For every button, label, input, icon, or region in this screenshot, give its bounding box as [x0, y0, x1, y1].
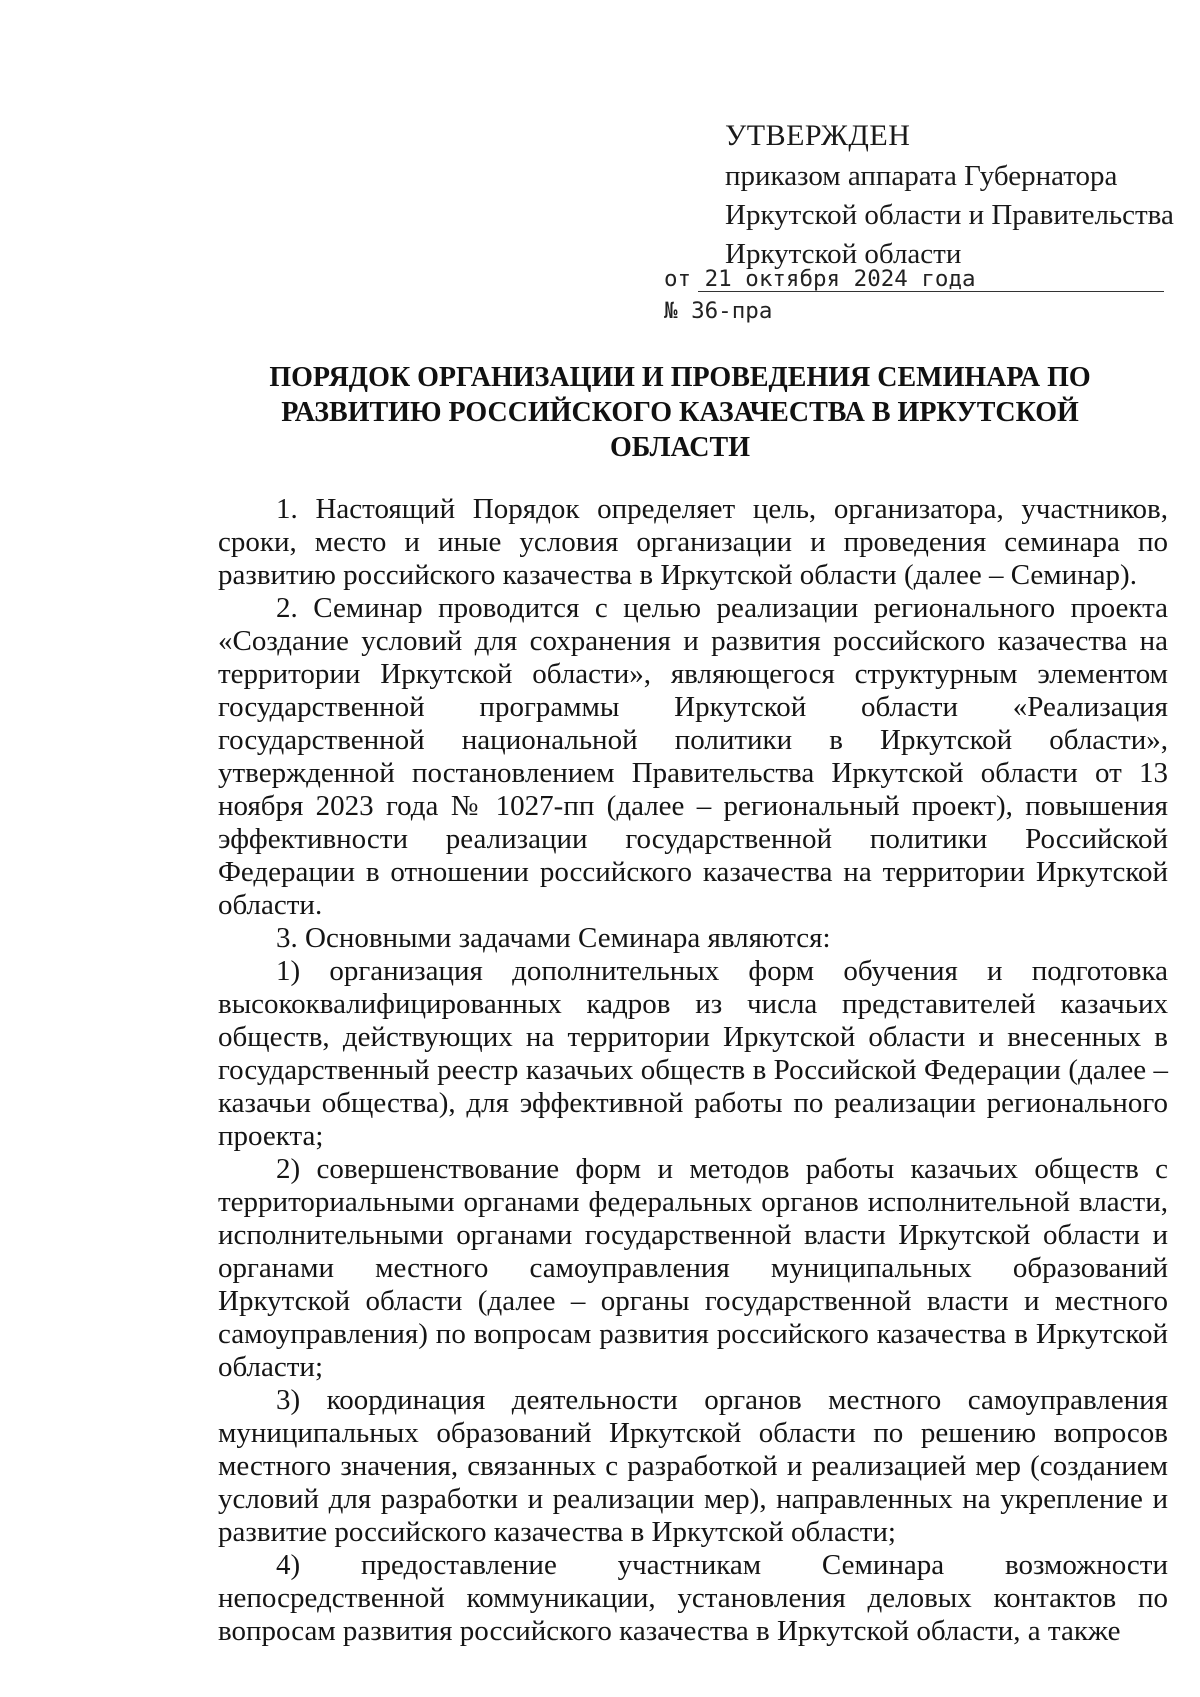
paragraph-2: 2. Семинар проводится с целью реализации регионального проекта «Создание условий для сохранения и развития российского казачества на территории Иркутской области», являющегося структурным элементом государственной программы Иркутской области «Реализация государственной национальной политики в Иркутской области», утвержденной постановлением Правительства Иркутской области от 13 ноября 2023 года № 1027-пп (далее – региональный проект), повышения эффективности реализации государственной политики Российской Федерации в отношении российского казачества на территории Иркутской области.	[218, 592, 1168, 921]
order-number-line	[664, 296, 772, 326]
paragraph-3-item-3: 3) координация деятельности органов местного самоуправления муниципальных образований Иркутской области по решению вопросов местного значения, связанных с разработкой и реализацией мер (созданием условий для разработки и реализации мер), направленных на укрепление и развитие российского казачества в Иркутской области;	[218, 1384, 1168, 1548]
approval-line-3: Иркутской области	[725, 238, 962, 270]
title-line-2: РАЗВИТИЮ РОССИЙСКОГО КАЗАЧЕСТВА В ИРКУТСКОЙ	[281, 397, 1079, 428]
title-line-3: ОБЛАСТИ	[610, 432, 750, 463]
paragraph-1: 1. Настоящий Порядок определяет цель, организатора, участников, сроки, место и иные условия организации и проведения семинара по развитию российского казачества в Иркутской области (далее – Семинар).	[218, 493, 1168, 591]
document-title	[220, 360, 1140, 465]
paragraph-3: 3. Основными задачами Семинара являются:	[276, 922, 831, 954]
approval-line-2: Иркутской области и Правительства	[725, 199, 1174, 231]
approval-stamp	[725, 116, 1174, 274]
document-body	[218, 493, 1168, 1648]
title-line-1: ПОРЯДОК ОРГАНИЗАЦИИ И ПРОВЕДЕНИЯ СЕМИНАРА ПО	[269, 362, 1091, 393]
approval-header: УТВЕРЖДЕН	[725, 119, 911, 152]
approval-line-1: приказом аппарата Губернатора	[725, 160, 1118, 192]
paragraph-3-item-1: 1) организация дополнительных форм обучения и подготовка высококвалифицированных кадров из числа представителей казачьих обществ, действующих на территории Иркутской области и внесенных в государственный реестр казачьих обществ в Российской Федерации (далее – казачьи общества), для эффективной работы по реализации регионального проекта;	[218, 955, 1168, 1152]
paragraph-3-item-4: 4) предоставление участникам Семинара возможности непосредственной коммуникации, установления деловых контактов по вопросам развития российского казачества в Иркутской области, а также	[218, 1549, 1168, 1647]
order-number: № 36-пра	[664, 298, 773, 324]
order-date-line	[664, 264, 1164, 294]
order-date: от 21 октября 2024 года	[664, 266, 976, 292]
date-underline	[698, 291, 1164, 292]
paragraph-3-item-2: 2) совершенствование форм и методов работы казачьих обществ с территориальными органами федеральных органов исполнительной власти, исполнительными органами государственной власти Иркутской области и органами местного самоуправления муниципальных образований Иркутской области (далее – органы государственной власти и местного самоуправления) по вопросам развития российского казачества в Иркутской области;	[218, 1153, 1168, 1383]
